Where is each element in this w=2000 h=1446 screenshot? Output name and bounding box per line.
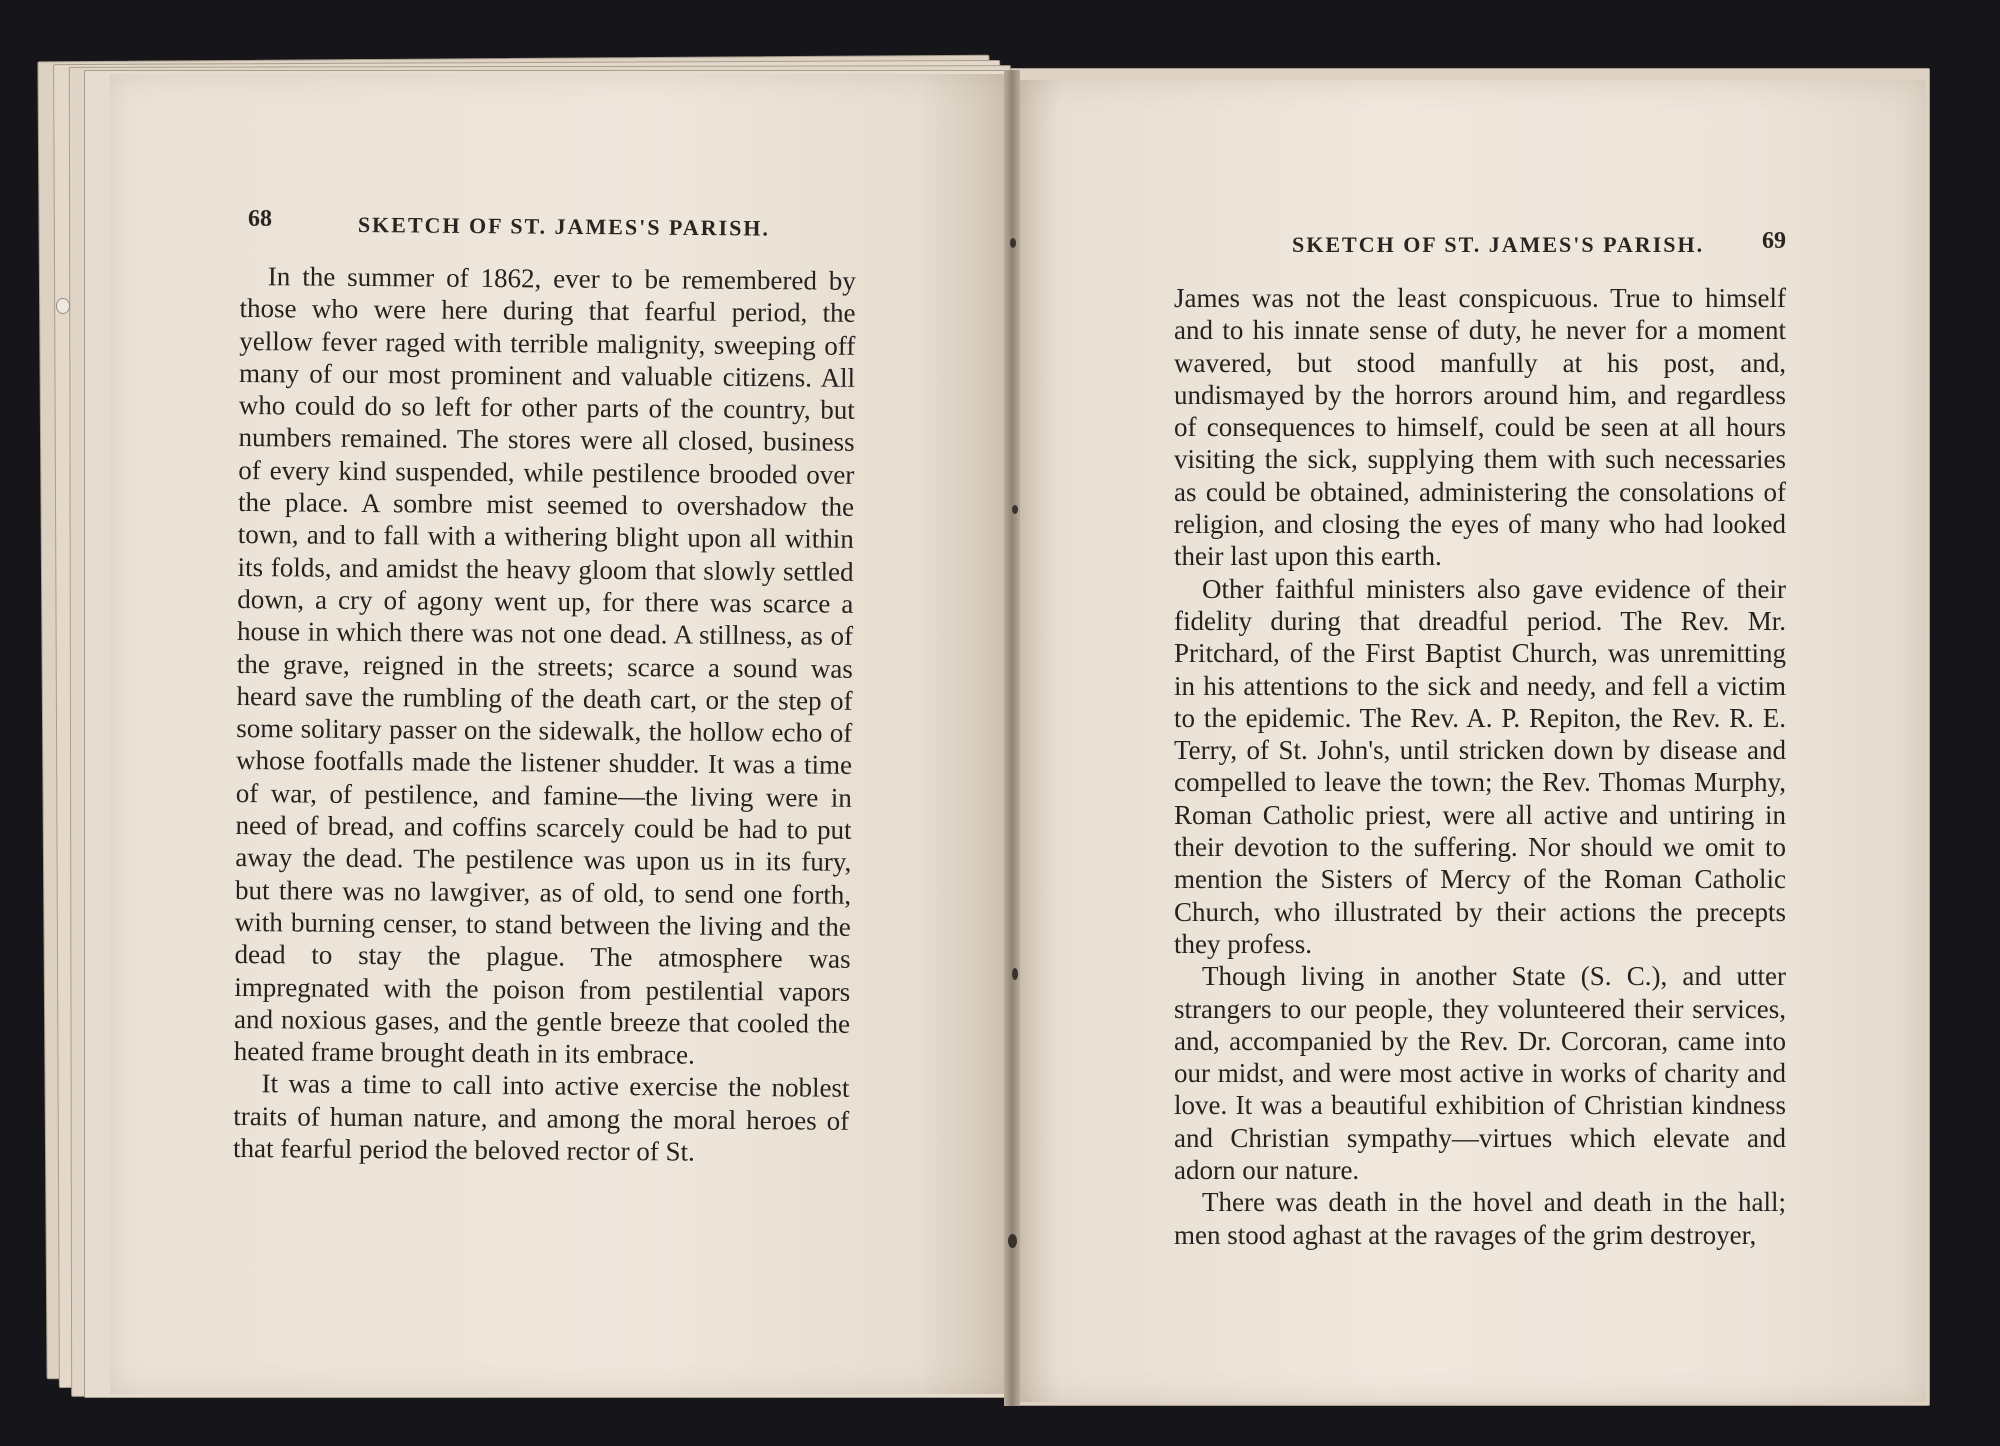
left-page-body — [233, 260, 856, 1169]
paragraph: Though living in another State (S. C.), and utter strangers to our people, they volunteered their services, and, accompanied by the Rev. Dr. Corcoran, came into our midst, and were most active in works of charity and love. It was a beautiful exhibition of Christian kindness and Christian sympathy—virtues which elevate and adorn our nature. — [1174, 961, 1786, 1186]
right-page-number: 69 — [1762, 228, 1786, 254]
page-notch — [56, 298, 70, 314]
paragraph: In the summer of 1862, ever to be remembered by those who were here during that fearful period, the yellow fever raged with terrible malignity, sweeping off many of our most prominent and valuable citizens. All who could do so left for other parts of the country, but numbers remained. The stores were all closed, business of every kind suspended, while pestilence brooded over the place. A sombre mist seemed to overshadow the town, and to fall with a withering blight upon all within its folds, and amidst the heavy gloom that slowly settled down, a cry of agony went up, for there was scarce a house in which there was not one dead. A stillness, as of the grave, reigned in the streets; scarce a sound was heard save the rumbling of the death cart, or the step of some solitary passer on the sidewalk, the hollow echo of whose footfalls made the listener shudder. It was a time of war, of pestilence, and famine—the living were in need of bread, and coffins scarcely could be had to put away the dead. The pestilence was upon us in its fury, but there was no lawgiver, as of old, to send one forth, with burning censer, to stand between the living and the dead to stay the plague. The atmosphere was impregnated with the poison from pestilential vapors and noxious gases, and the gentle breeze that cooled the heated frame brought death in its embrace. — [233, 261, 856, 1070]
binding-stitch — [1012, 968, 1018, 980]
paragraph: It was a time to call into active exercise the noblest traits of human nature, and among the moral heroes of that fearful period the beloved rector of St. — [232, 1068, 850, 1167]
book-gutter — [1004, 70, 1020, 1406]
binding-stitch — [1010, 238, 1016, 248]
right-page-body — [1174, 282, 1786, 1251]
left-running-header: SKETCH OF ST. JAMES'S PARISH. — [357, 212, 771, 241]
paragraph: There was death in the hovel and death in the hall; men stood aghast at the ravages of the grim destroyer, — [1174, 1187, 1786, 1250]
paragraph: Other faithful ministers also gave evidence of their fidelity during that dreadful period. The Rev. Mr. Pritchard, of the First Baptist Church, was unremitting in his attentions to the sick and needy, and fell a victim to the epidemic. The Rev. A. P. Repiton, the Rev. R. E. Terry, of St. John's, until stricken down by disease and compelled to leave the town; the Rev. Thomas Murphy, Roman Catholic priest, were all active and untiring in their devotion to the suffering. Nor should we omit to mention the Sisters of Mercy of the Roman Catholic Church, who illustrated by their actions the precepts they profess. — [1174, 573, 1786, 959]
left-page-number: 68 — [248, 206, 272, 232]
binding-stitch — [1008, 1234, 1017, 1248]
paragraph: James was not the least conspicuous. True to himself and to his innate sense of duty, he never for a moment wavered, but stood manfully at his post, and, undismayed by the horrors around him, and regardless of consequences to himself, could be seen at all hours visiting the sick, supplying them with such necessaries as could be obtained, administering the consolations of religion, and closing the eyes of many who had looked their last upon this earth. — [1174, 283, 1786, 572]
right-running-header: SKETCH OF ST. JAMES'S PARISH. — [1292, 232, 1705, 257]
binding-stitch — [1012, 505, 1018, 514]
